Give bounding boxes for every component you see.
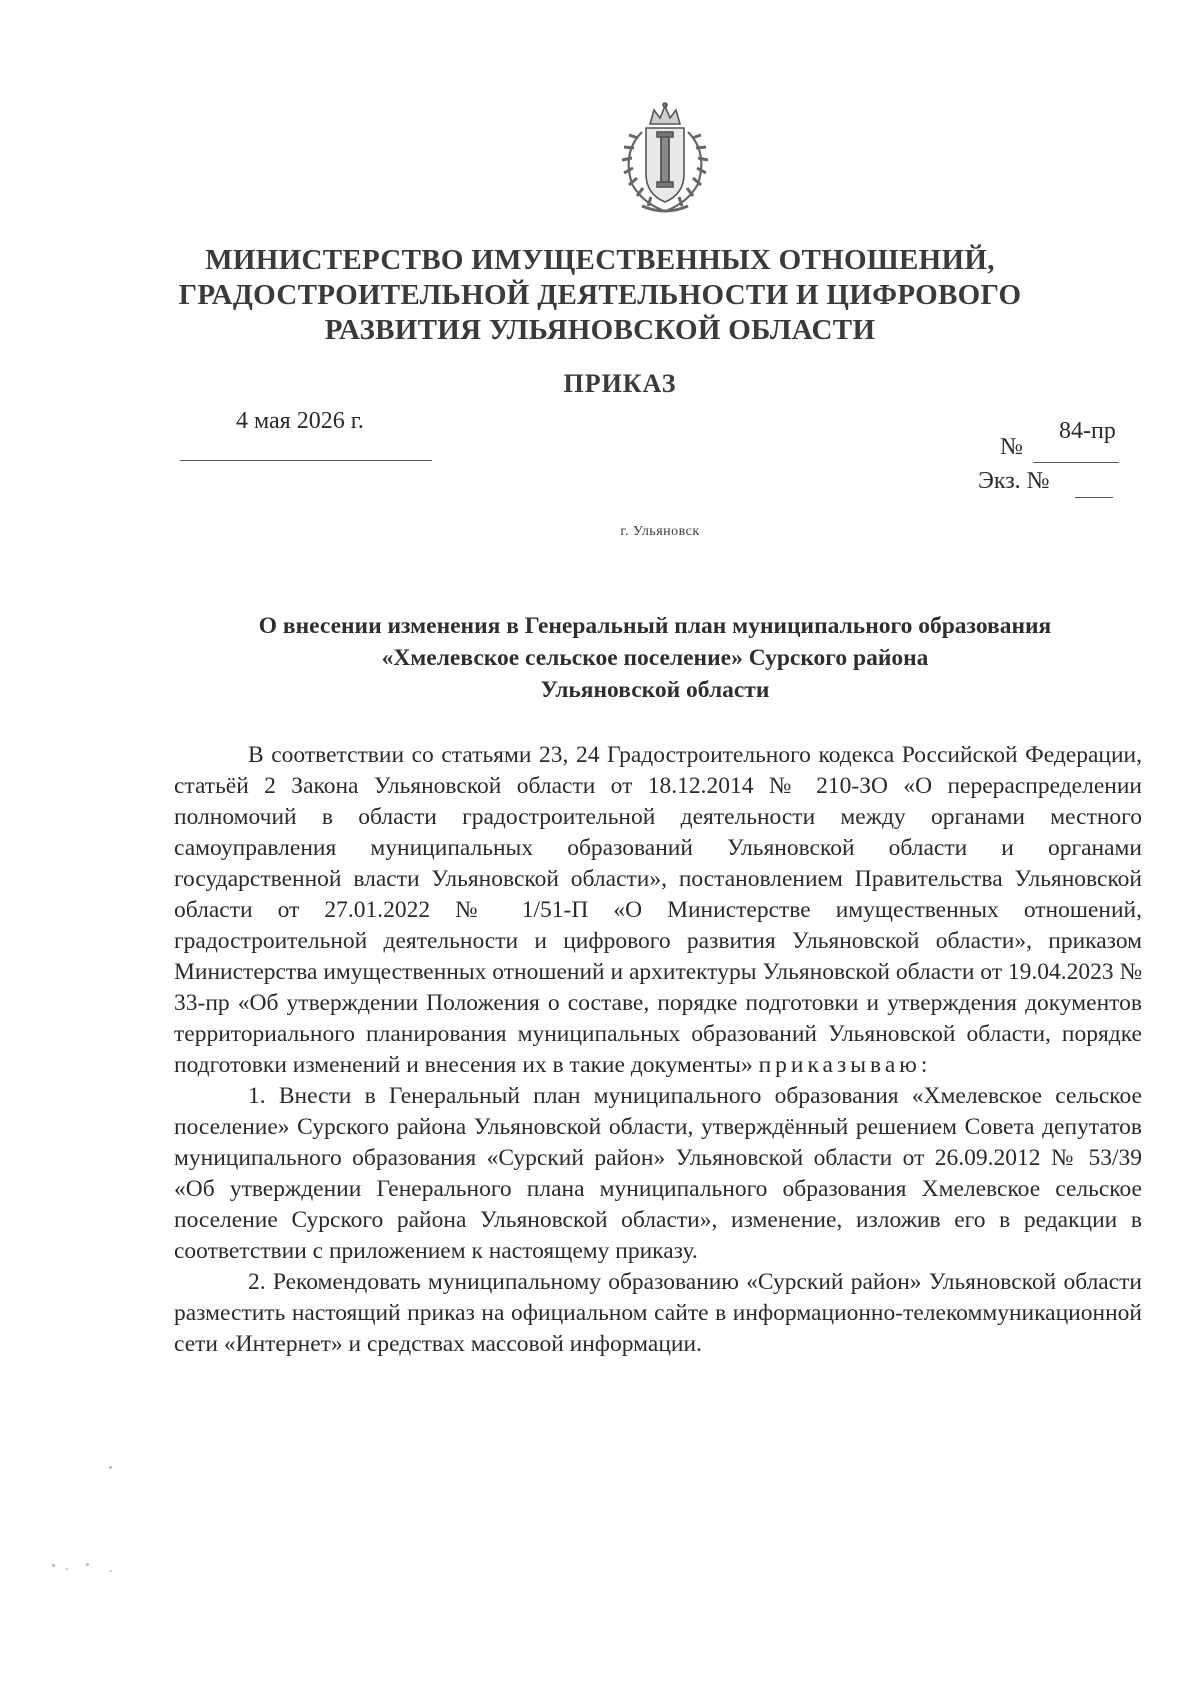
order-body: [174, 740, 1142, 1360]
city: г. Ульяновск: [620, 524, 700, 539]
item-1-paragraph: 1. Внести в Генеральный план муниципального образования «Хмелевское сельское поселение» Сурского района Ульяновской области, утверждённый решением Совета депутатов муниципального образования «Сурский район» Ульяновской области от 26.09.2012 № 53/39 «Об утверждении Генерального плана муниципального образования Хмелевское сельское поселение Сурского района Ульяновской области», изменение, изложив его в редакции в соответствии с приложением к настоящему приказу.: [174, 1083, 1142, 1264]
number-underline: [1033, 462, 1119, 463]
order-date: 4 мая 2026 г.: [236, 408, 364, 434]
item-2-paragraph: 2. Рекомендовать муниципальному образованию «Сурский район» Ульяновской области разместить настоящий приказ на официальном сайте в информационно-телекоммуникационной сети «Интернет» и средствах массовой информации.: [174, 1269, 1142, 1357]
preamble-paragraph: [174, 740, 1142, 1081]
scan-speck: [86, 1563, 89, 1566]
scan-speck: [110, 1570, 112, 1572]
coat-of-arms-icon: [602, 102, 728, 218]
scan-speck: [66, 1568, 68, 1570]
title-line-1: О внесении изменения в Генеральный план муниципального образования: [258, 613, 1052, 639]
ministry-name: [160, 243, 1040, 348]
ministry-line-1: МИНИСТЕРСТВО ИМУЩЕСТВЕННЫХ ОТНОШЕНИЙ,: [205, 244, 995, 276]
title-line-2: «Хмелевское сельское поселение» Сурского района: [381, 645, 929, 671]
scan-speck: [52, 1564, 55, 1567]
order-number: 84-пр: [1059, 418, 1116, 444]
copy-number-label: Экз. №: [978, 468, 1050, 494]
copy-number-underline: [1075, 497, 1113, 498]
order-word: приказываю:: [758, 1052, 932, 1078]
scan-speck: [109, 1466, 112, 1469]
order-title: [170, 610, 1140, 706]
number-label: №: [1000, 434, 1023, 460]
ministry-line-2: ГРАДОСТРОИТЕЛЬНОЙ ДЕЯТЕЛЬНОСТИ И ЦИФРОВОГО: [178, 279, 1022, 311]
date-underline: [180, 460, 432, 461]
document-type: ПРИКАЗ: [563, 369, 677, 398]
preamble-text: В соответствии со статьями 23, 24 Градостроительного кодекса Российской Федерации, статьёй 2 Закона Ульяновской области от 18.12.2014 № 210-ЗО «О перераспределении полномочий в области градостроительной деятельности между органами местного самоуправления муниципальных образований Ульяновской области и органами государственной власти Ульяновской области», постановлением Правительства Ульяновской области от 27.01.2022 № 1/51-П «О Министерстве имущественных отношений, градостроительной деятельности и цифрового развития Ульяновской области», приказом Министерства имущественных отношений и архитектуры Ульяновской области от 19.04.2023 № 33-пр «Об утверждении Положения о составе, порядке подготовки и утверждения документов территориального планирования муниципальных образований Ульяновской области, порядке подготовки изменений и внесения их в такие документы»: [174, 742, 1142, 1078]
title-line-3: Ульяновской области: [540, 677, 770, 703]
ministry-line-3: РАЗВИТИЯ УЛЬЯНОВСКОЙ ОБЛАСТИ: [324, 314, 876, 346]
